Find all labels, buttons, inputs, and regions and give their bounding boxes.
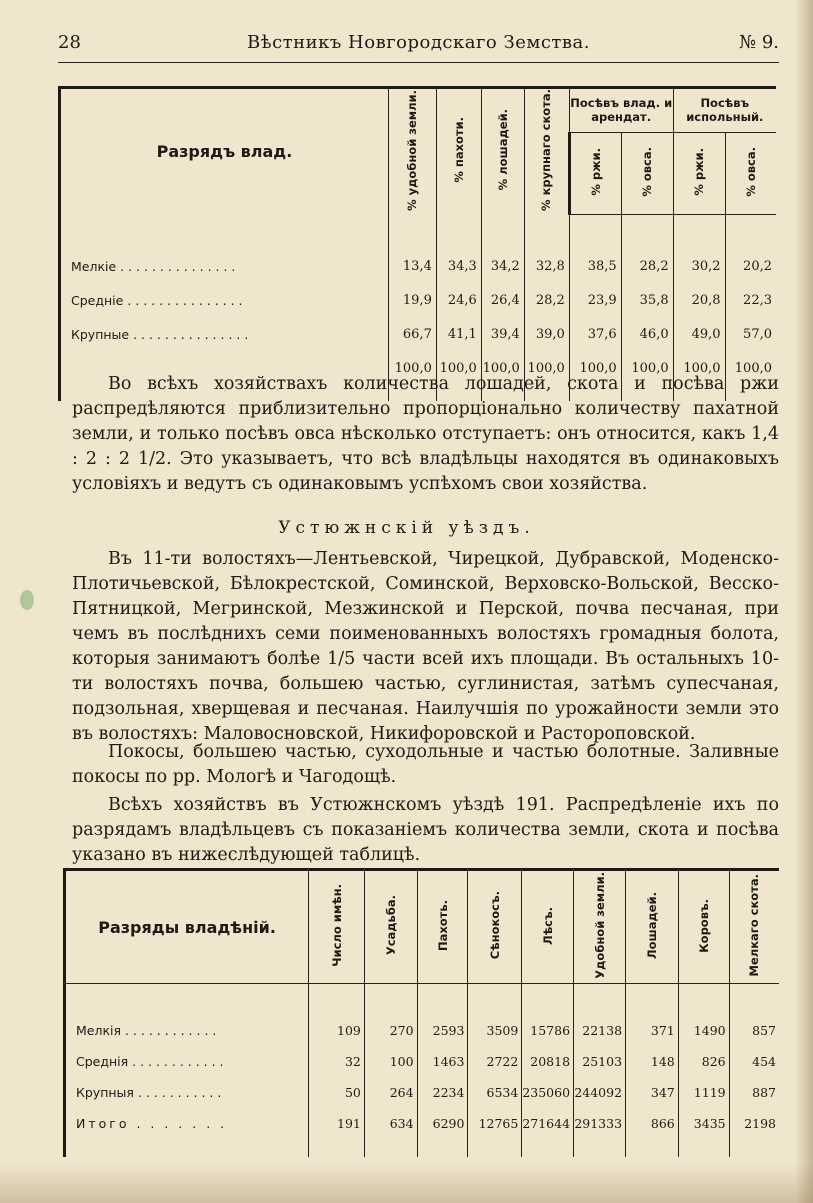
t2-col-header: Коровъ. (678, 870, 729, 984)
table-row: Средніе . . . . . . . . . . . . . . . 19,9 24,6 26,4 28,2 23,9 35,8 20,8 22,3 (60, 283, 777, 317)
t1-col-header: % лошадей. (481, 88, 524, 215)
paragraph-soils: Въ 11-ти волостяхъ—Лентьевской, Чирецкой, Дубравской, Моденско-Плотичьевской, Бѣлокрестской, Соминской, Верховско-Вольской, Весско-Пятницкой, Мегринской, Мезжинской и Перской, почва песчаная, при чемъ въ послѣднихъ семи поименованныхъ волостяхъ громадныя болота, которыя занимаютъ болѣе 1/5 части всей ихъ площади. Въ остальныхъ 10-ти волостяхъ почва, большею частью, суглинистая, затѣмъ супесчаная, подзольная, хверщевая и песчаная. Наилучшія по урожайности земли это въ волостяхъ: Маловосновской, Никифоровской и Растороповской. (72, 549, 779, 744)
table-row: Среднія . . . . . . . . . . . . 32 100 1463 2722 20818 25103 148 826 454 (65, 1046, 780, 1077)
page-number: 28 (58, 32, 81, 53)
t1-row-header: Разрядъ влад. (60, 88, 389, 215)
t1-col-header: % овса. (725, 132, 776, 215)
t1-col-header: % удобной земли. (388, 88, 436, 215)
table-ustyuzhna-holdings (63, 868, 779, 1157)
table-row: Крупныя . . . . . . . . . . . 50 264 2234 6534 235060 244092 347 1119 887 (65, 1077, 780, 1108)
table-row-total: Итого . . . . . . . 191 634 6290 12765 271644 291333 866 3435 2198 (65, 1108, 780, 1139)
t2-col-header: Лѣсъ. (522, 870, 574, 984)
t2-row-header: Разряды владѣній. (65, 870, 309, 984)
t2-col-header: Мелкаго скота. (729, 870, 779, 984)
t1-group-header: Посѣвъ испольный. (673, 88, 776, 133)
t1-col-header: % пахоти. (436, 88, 481, 215)
t1-group-header: Посѣвъ влад. и арендат. (569, 88, 673, 133)
t2-col-header: Пахоть. (417, 870, 468, 984)
t1-col-header: % ржи. (673, 132, 725, 215)
page-edge-shadow (795, 0, 813, 1203)
issue-number: № 9. (739, 32, 779, 53)
paragraph-meadows: Покосы, большею частью, суходольные и частью болотные. Заливные покосы по рр. Мологѣ и Чагодощѣ. (72, 742, 779, 787)
ink-mark (20, 590, 34, 610)
paragraph-summary: Во всѣхъ хозяйствахъ количества лошадей, скота и посѣва ржи распредѣляются приблизительно пропорціонально количеству пахатной земли, и только посѣвъ овса нѣсколько отступаетъ: онъ относится, какъ 1,4 : 2 : 2 1/2. Это указываетъ, что всѣ владѣльцы находятся въ одинаковыхъ условіяхъ и ведутъ съ одинаковымъ успѣхомъ свои хозяйства. (72, 374, 779, 494)
t2-col-header: Лошадей. (626, 870, 679, 984)
section-title: Устюжнскій уѣздъ. (278, 518, 535, 538)
table-row-total: 100,0 100,0 100,0 100,0 100,0 100,0 100,0 100,0 (60, 351, 777, 385)
header-rule (58, 62, 779, 63)
t2-col-header: Удобной земли. (574, 870, 626, 984)
t2-col-header: Число имѣн. (309, 870, 365, 984)
table-row: Мелкіе . . . . . . . . . . . . . . . 13,4 34,3 34,2 32,8 38,5 28,2 30,2 20,2 (60, 249, 777, 283)
t2-col-header: Сѣнокосъ. (468, 870, 522, 984)
table-row: Крупные . . . . . . . . . . . . . . . 66,7 41,1 39,4 39,0 37,6 46,0 49,0 57,0 (60, 317, 777, 351)
paragraph-farms-count: Всѣхъ хозяйствъ въ Устюжнскомъ уѣздѣ 191. Распредѣленіе ихъ по разрядамъ владѣльцевъ съ показаніемъ количества земли, скота и посѣва указано въ нижеслѣдующей таблицѣ. (72, 795, 779, 865)
t1-col-header: % крупнаго скота. (524, 88, 569, 215)
page-bottom-shadow (0, 1163, 813, 1203)
table-row: Мелкія . . . . . . . . . . . . 109 270 2593 3509 15786 22138 371 1490 857 (65, 1015, 780, 1046)
t1-col-header: % овса. (621, 132, 673, 215)
table-ownership-percentages (58, 86, 776, 401)
journal-title: Вѣстникъ Новгородскаго Земства. (247, 32, 590, 53)
t2-col-header: Усадьба. (364, 870, 417, 984)
running-header (58, 32, 779, 58)
t1-col-header: % ржи. (569, 132, 621, 215)
